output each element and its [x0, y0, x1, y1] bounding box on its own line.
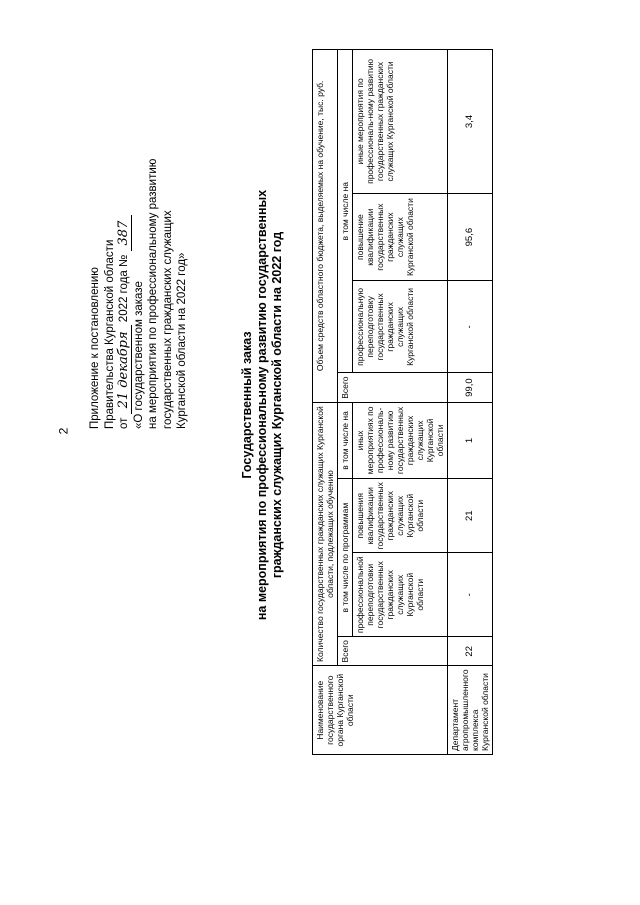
- appendix-ot: от: [118, 417, 130, 429]
- page-number: 2: [56, 427, 71, 435]
- title-line-3: гражданских служащих Курганской области на 2022 год: [270, 231, 284, 579]
- header-budget-retraining: профессиональную переподготовку государственных гражданских служащих Курганской области: [353, 281, 448, 373]
- row-count-other: 1: [448, 402, 493, 478]
- title-line-2: на мероприятия по профессиональному развитию государственных: [255, 189, 269, 621]
- header-count-retraining: профессиональной переподготовки государственных гражданских служащих Курганской области: [353, 553, 448, 637]
- appendix-line-6: государственных гражданских служащих: [161, 210, 174, 429]
- header-count-total: Всего: [338, 637, 448, 666]
- appendix-line-7: Курганской области на 2022 год»: [176, 252, 188, 429]
- row-budget-other: 3,4: [448, 50, 493, 194]
- header-row-2: [338, 50, 353, 755]
- header-budget-qualification: повышение квалификации государственных гражданских служащих Курганской области: [353, 193, 448, 280]
- handwritten-date: 21 декабря: [116, 325, 132, 414]
- header-count-group: Количество государственных гражданских служащих Курганской области, подлежащих обучению: [313, 402, 338, 666]
- appendix-line-4: «О государственном заказе: [132, 281, 145, 429]
- appendix-line-1: Приложение к постановлению: [89, 267, 101, 429]
- row-budget-qualification: 95,6: [448, 193, 493, 280]
- header-count-programs: в том числе по программам: [338, 479, 353, 637]
- row-budget-total: 99,0: [448, 373, 493, 402]
- appendix-line-5: на мероприятия по профессиональному развитию: [147, 158, 159, 429]
- header-budget-sub: в том числе на: [338, 50, 353, 373]
- appendix-block: [88, 39, 190, 429]
- header-count-other-group: в том числе на: [338, 402, 353, 478]
- table-row: [448, 50, 493, 755]
- row-count-retraining: -: [448, 553, 493, 637]
- appendix-line-2: Правительства Курганской области: [103, 239, 116, 429]
- handwritten-number: 387: [116, 215, 132, 252]
- header-budget-total: Всего: [338, 373, 448, 402]
- header-count-qualification: повышения квалификации государственных гражданских служащих Курганской области: [353, 479, 448, 553]
- appendix-date-line: [117, 39, 132, 429]
- header-row-1: [313, 50, 338, 755]
- header-organ-name: Наименование государственного органа Курганской области: [313, 666, 448, 755]
- row-count-qualification: 21: [448, 479, 493, 553]
- row-count-total: 22: [448, 637, 493, 666]
- header-count-other: иных мероприятиях по профессиональ-ному развитию государственных гражданских служащих Курганской области: [353, 402, 448, 478]
- document-title: [240, 55, 285, 755]
- header-budget-group: Объем средств областного бюджета, выделяемых на обучение, тыс. руб.: [313, 50, 338, 403]
- title-line-1: Государственный заказ: [240, 331, 254, 479]
- row-budget-retraining: -: [448, 281, 493, 373]
- appendix-year: 2022 года №: [118, 254, 130, 323]
- row-organ-name: Департамент агропромышленного комплекса Курганской области: [448, 666, 493, 755]
- order-table: [312, 49, 493, 755]
- header-budget-other: иные мероприятия по профессиональ-ному развитию государственных гражданских служащих Курганской области: [353, 50, 448, 194]
